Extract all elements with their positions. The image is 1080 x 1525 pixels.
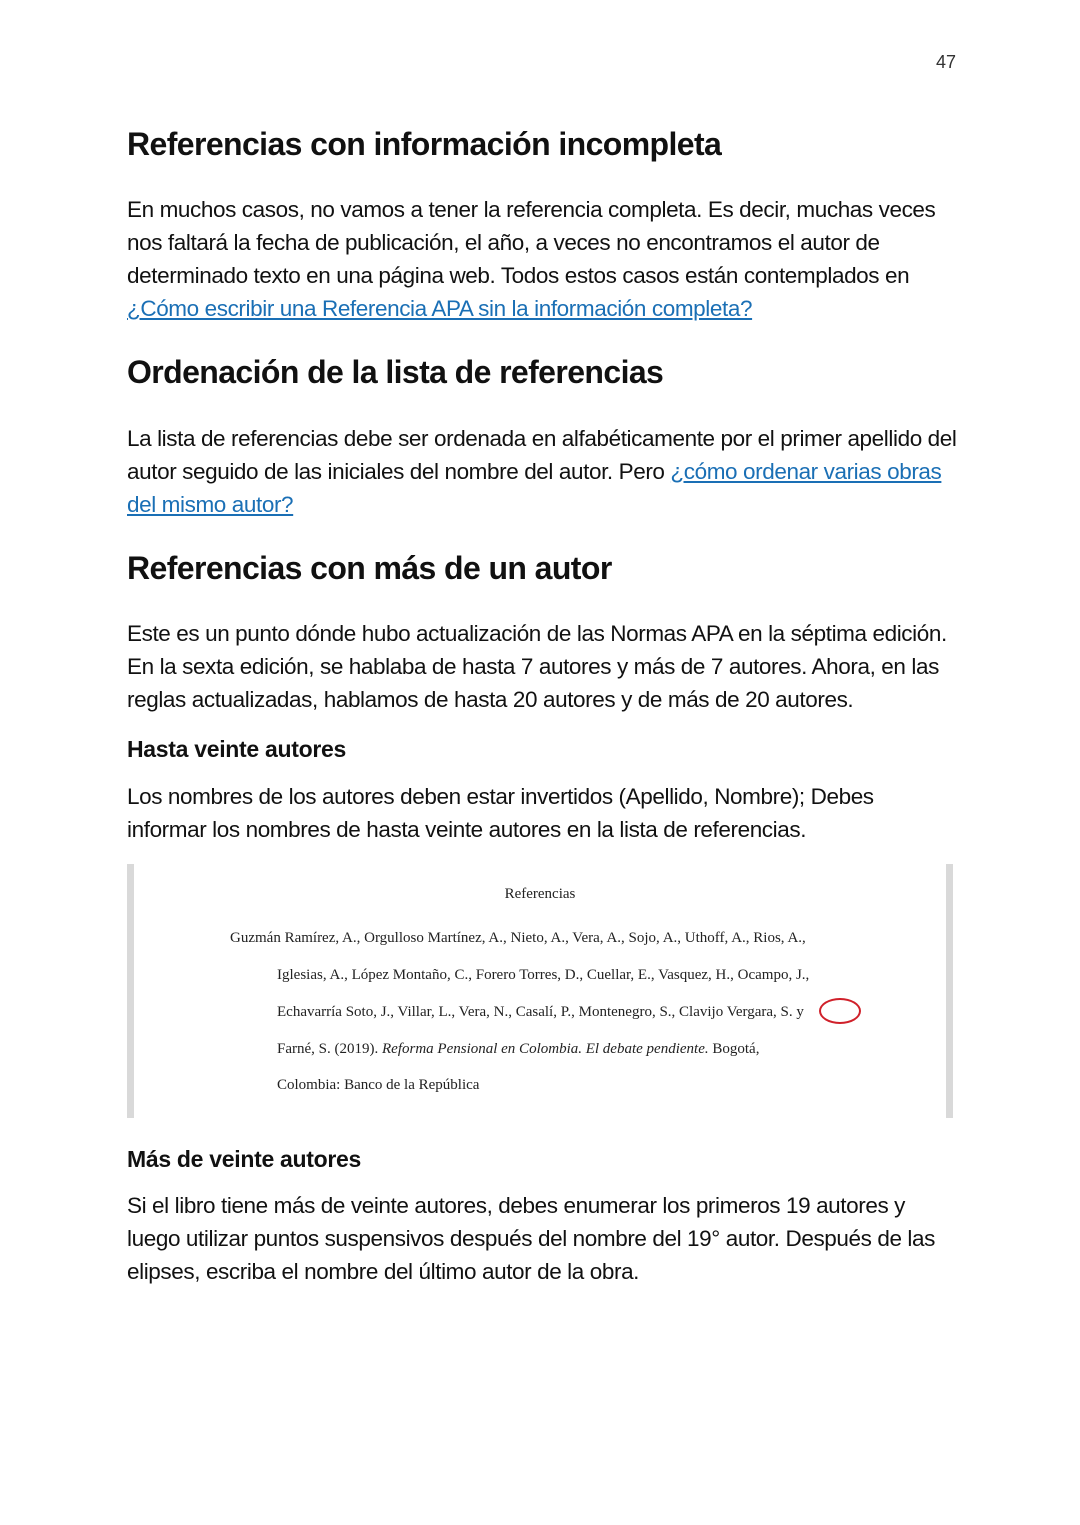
section-paragraph-multiple-authors: Este es un punto dónde hubo actualización de las Normas APA en la séptima edición. En la sexta edición, se hablaba de hasta 7 autores y más de 7 autores. Ahora, en las reglas actualizadas, hablamos de hasta 20 autores y de más de 20 autores. xyxy=(127,621,947,713)
section-paragraph-incomplete-info xyxy=(127,193,957,325)
highlight-circle xyxy=(819,998,861,1024)
document-content xyxy=(127,125,957,1316)
link-incomplete-reference[interactable]: ¿Cómo escribir una Referencia APA sin la información completa? xyxy=(127,296,753,322)
reference-line: Iglesias, A., López Montaño, C., Forero Torres, D., Cuellar, E., Vasquez, H., Ocampo, J., xyxy=(277,966,810,983)
reference-line: Colombia: Banco de la República xyxy=(277,1076,480,1093)
link-order-same-author[interactable]: ¿cómo ordenar varias obras del mismo autor? xyxy=(127,458,942,517)
reference-line xyxy=(277,1041,759,1058)
reference-line: Guzmán Ramírez, A., Orgulloso Martínez, A., Nieto, A., Vera, A., Sojo, A., Uthoff, A., Rios, A., xyxy=(230,929,806,946)
section-heading-ordering: Ordenación de la lista de referencias xyxy=(127,354,664,391)
paragraph-text: La lista de referencias debe ser ordenada en alfabéticamente por el primer apellido del autor seguido de las iniciales del nombre del autor. Pero xyxy=(127,425,957,484)
subheading-up-to-twenty: Hasta veinte autores xyxy=(127,736,346,763)
reference-example-image xyxy=(127,864,953,1118)
reference-line-place: Bogotá, xyxy=(708,1040,760,1057)
section-paragraph-ordering xyxy=(127,422,957,521)
paragraph-up-to-twenty: Los nombres de los autores deben estar invertidos (Apellido, Nombre); Debes informar los nombres de hasta veinte autores en la lista de referencias. xyxy=(127,783,874,842)
section-heading-incomplete-info: Referencias con información incompleta xyxy=(127,126,722,162)
reference-line-author: Farné, S. (2019). xyxy=(277,1040,382,1057)
reference-example-heading: Referencias xyxy=(504,885,576,902)
paragraph-text: En muchos casos, no vamos a tener la referencia completa. Es decir, muchas veces nos faltará la fecha de publicación, el año, a veces no encontramos el autor de determinado texto en una página web. Todos estos casos están contemplados en xyxy=(127,197,936,289)
paragraph-more-than-twenty: Si el libro tiene más de veinte autores, debes enumerar los primeros 19 autores y luego utilizar puntos suspensivos después del nombre del 19° autor. Después de las elipses, escriba el nombre del último autor de la obra. xyxy=(127,1193,935,1285)
section-heading-multiple-authors: Referencias con más de un autor xyxy=(127,549,612,586)
reference-line: Echavarría Soto, J., Villar, L., Vera, N., Casalí, P., Montenegro, S., Clavijo Vergara, S. y xyxy=(277,1003,804,1020)
page-number: 47 xyxy=(936,52,957,72)
reference-line-title: Reforma Pensional en Colombia. El debate pendiente. xyxy=(382,1040,709,1057)
subheading-more-than-twenty: Más de veinte autores xyxy=(127,1145,362,1172)
